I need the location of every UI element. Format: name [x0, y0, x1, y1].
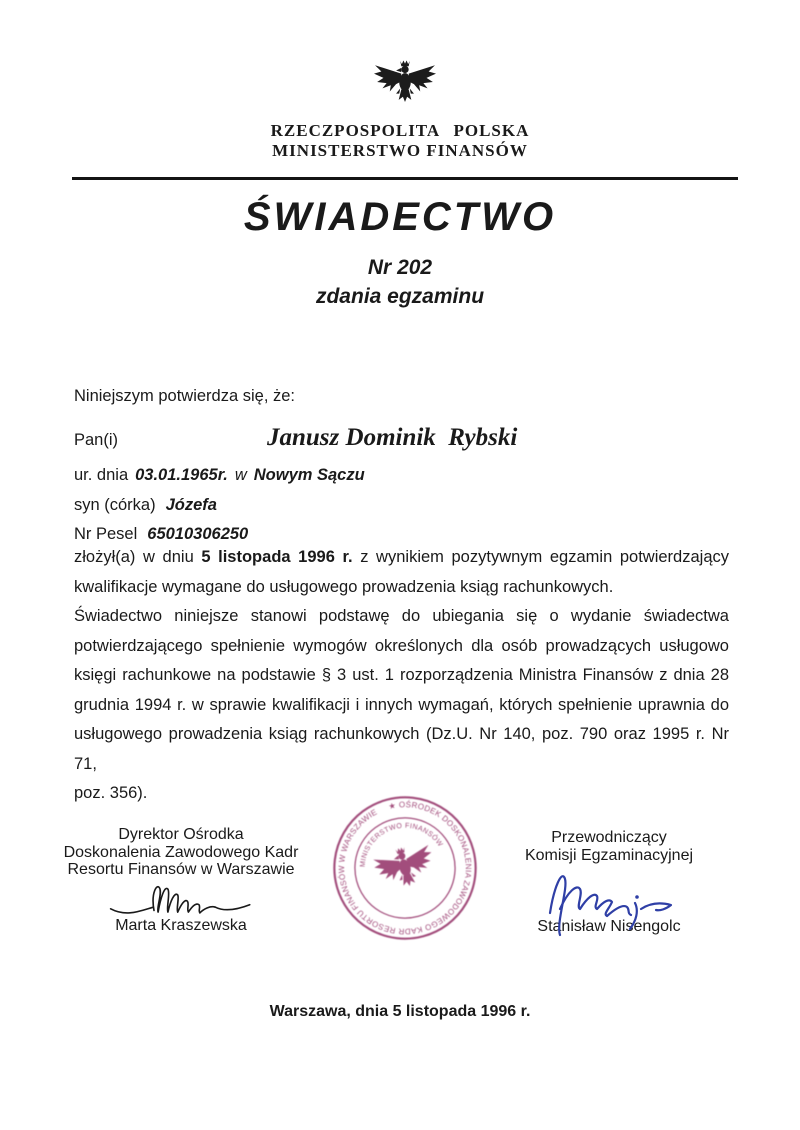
holder-name: Janusz Dominik Rybski: [267, 424, 518, 451]
holder-details: [74, 461, 365, 550]
basis-line: usługowego prowadzenia ksiąg rachunkowych (Dz.U. Nr 140, poz. 790 oraz 1995 r. Nr 71,: [74, 725, 729, 773]
stamp-inner-text: MINISTERSTWO FINANSÓW: [358, 821, 445, 868]
right-signature-scribble-icon: [540, 863, 682, 941]
certificate-title: ŚWIADECTWO: [243, 195, 557, 239]
left-signatory-role-line: Doskonalenia Zawodowego Kadr: [63, 843, 299, 861]
parent-line: [74, 491, 365, 521]
exam-paragraph-line-1: [74, 543, 729, 573]
holder-row: [74, 424, 517, 452]
basis-line: Świadectwo niniejsze stanowi podstawę do ubiegania się o wydanie świadectwa: [74, 607, 729, 625]
birth-connector: w: [234, 466, 247, 484]
exam-date-value: 5 listopada 1996 r.: [201, 548, 353, 566]
exam-paragraph: [74, 543, 729, 602]
exam-line-post: z wynikiem pozytywnym egzamin potwierdzający: [352, 548, 729, 566]
pesel-prefix-label: Nr Pesel: [74, 525, 138, 543]
right-signatory-name: Stanisław Nisengolc: [537, 918, 681, 935]
left-signatory-role-line: Resortu Finansów w Warszawie: [67, 861, 295, 878]
letterhead-ministry: MINISTERSTWO FINANSÓW: [272, 141, 528, 160]
polish-eagle-emblem-icon: [374, 55, 436, 107]
birth-prefix-label: ur. dnia: [74, 466, 129, 484]
exam-line-pre: złożył(a) w dniu: [74, 548, 202, 566]
issue-date-line: Warszawa, dnia 5 listopada 1996 r.: [269, 1003, 531, 1020]
left-signature-scribble-icon: [92, 881, 270, 917]
official-round-stamp-icon: [329, 792, 481, 944]
parent-name-value: Józefa: [165, 495, 217, 514]
basis-paragraph: [74, 602, 729, 809]
right-signatory-role-line: Przewodniczący: [551, 829, 667, 846]
right-signatory-role-line: Komisji Egzaminacyjnej: [524, 846, 694, 864]
left-signatory-role-line: Dyrektor Ośrodka: [118, 826, 244, 843]
salutation-label: Pan(i): [74, 431, 119, 449]
stamp-ring-text: ★ OŚRODEK DOSKONALENIA ZAWODOWEGO KADR RESORTU FINANSÓW W WARSZAWIE: [337, 800, 473, 936]
basis-line: grudnia 1994 r. w sprawie kwalifikacji i innych wymagań, których spełnienie uprawnia do: [74, 695, 729, 714]
letterhead: [0, 121, 800, 161]
basis-line-last: poz. 356).: [74, 784, 148, 802]
certificate-number: Nr 202: [367, 256, 433, 279]
birth-line: [74, 461, 365, 491]
birth-place-value: Nowym Sączu: [253, 466, 365, 484]
letterhead-republic: RZECZPOSPOLITA POLSKA: [270, 121, 530, 140]
left-signature-block: [48, 826, 314, 934]
basis-line: potwierdzającego spełnienie wymogów określonych dla osób prowadzących usługowo: [74, 636, 729, 655]
left-signatory-name: Marta Kraszewska: [115, 916, 247, 934]
exam-paragraph-line-2: kwalifikacje wymagane do usługowego prowadzenia ksiąg rachunkowych.: [74, 577, 614, 596]
intro-text: Niniejszym potwierdza się, że:: [74, 387, 295, 405]
parent-prefix-label: syn (córka): [74, 495, 156, 514]
certificate-subtitle: zdania egzaminu: [315, 285, 485, 308]
basis-line: księgi rachunkowe na podstawie § 3 ust. 1 rozporządzenia Ministra Finansów z dnia 28: [74, 666, 729, 684]
birth-date-value: 03.01.1965r.: [135, 466, 228, 484]
header-divider: [72, 177, 738, 180]
pesel-value: 65010306250: [147, 525, 249, 543]
right-signature-block: [498, 829, 720, 935]
